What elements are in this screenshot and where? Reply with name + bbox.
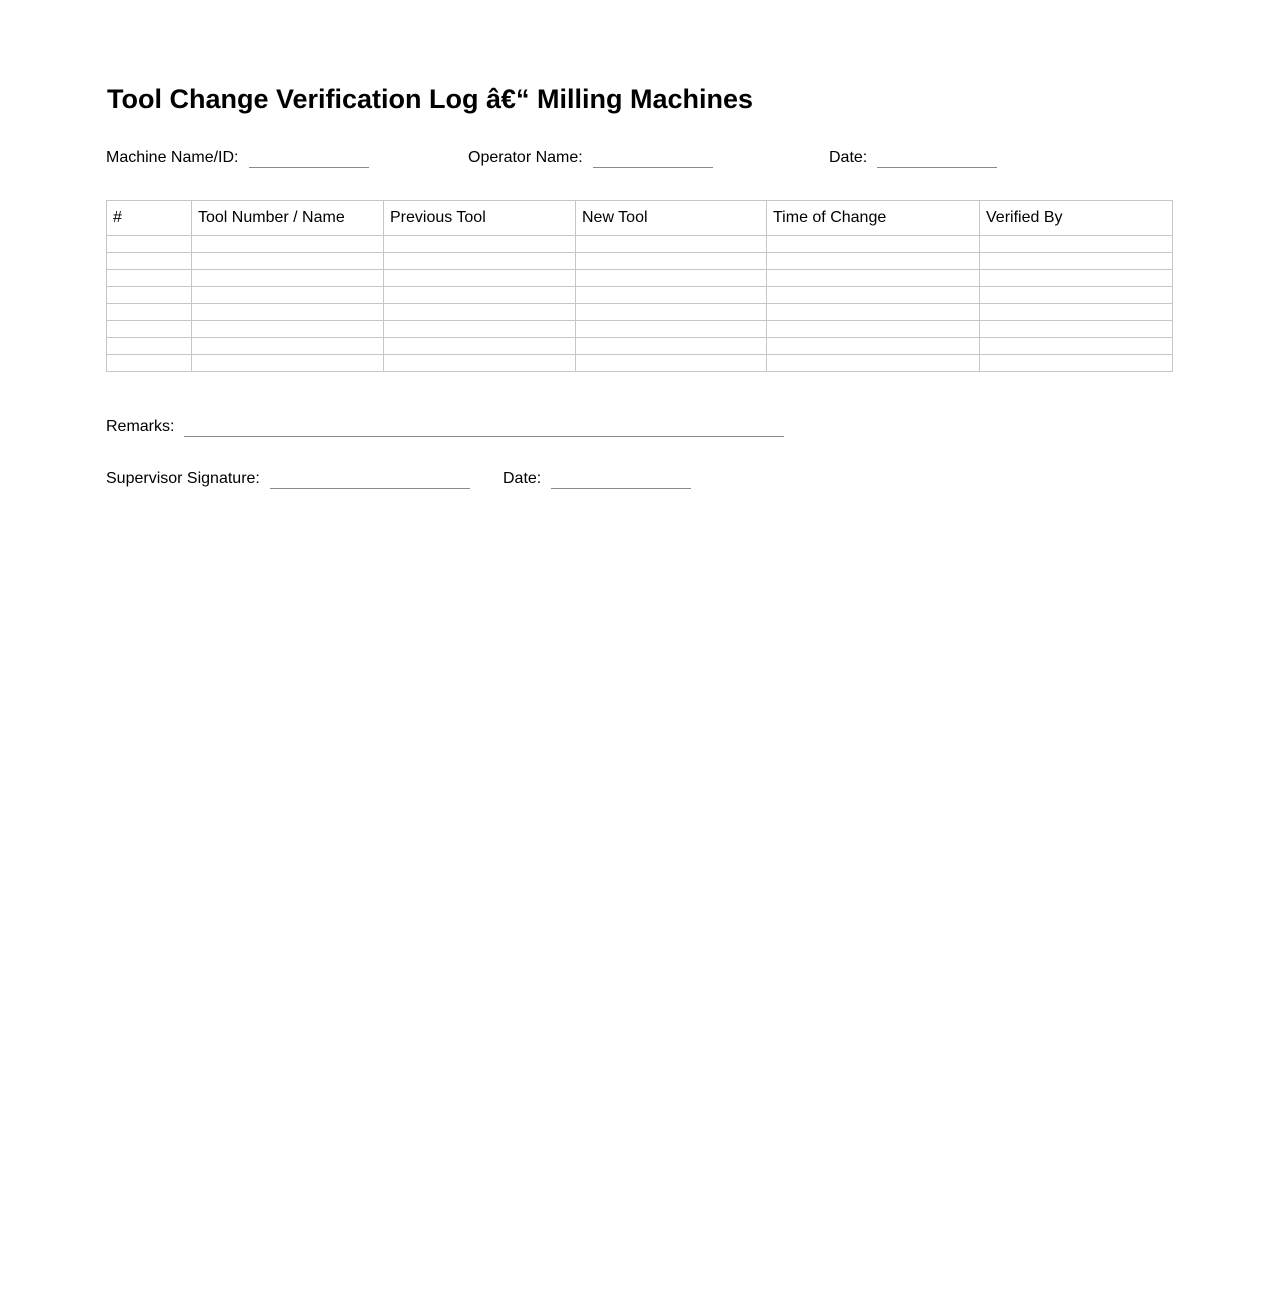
table-cell[interactable]: [192, 253, 384, 270]
operator-name-input[interactable]: [593, 149, 713, 168]
supervisor-signature-input[interactable]: [270, 470, 470, 489]
table-cell[interactable]: [107, 304, 192, 321]
table-cell[interactable]: [576, 287, 767, 304]
operator-field: [468, 149, 713, 168]
table-cell[interactable]: [576, 321, 767, 338]
column-header-verified-by: Verified By: [980, 201, 1173, 236]
date-input[interactable]: [877, 149, 997, 168]
table-cell[interactable]: [384, 270, 576, 287]
table-header-row: [107, 201, 1173, 236]
table-cell[interactable]: [384, 355, 576, 372]
table-cell[interactable]: [107, 287, 192, 304]
column-header-number: #: [107, 201, 192, 236]
table-cell[interactable]: [767, 287, 980, 304]
header-fields: [106, 149, 1172, 169]
signoff-date-field: [503, 470, 691, 489]
table-row: [107, 236, 1173, 253]
table-cell[interactable]: [767, 270, 980, 287]
table-cell[interactable]: [767, 236, 980, 253]
remarks-label: Remarks:: [106, 418, 175, 435]
date-field: [829, 149, 997, 168]
table-cell[interactable]: [980, 253, 1173, 270]
tool-change-table: [106, 200, 1173, 372]
table-cell[interactable]: [107, 355, 192, 372]
signoff-date-input[interactable]: [551, 470, 691, 489]
date-label: Date:: [829, 149, 868, 166]
table-row: [107, 270, 1173, 287]
table-cell[interactable]: [767, 321, 980, 338]
table-row: [107, 338, 1173, 355]
signoff-fields: [106, 470, 806, 490]
column-header-tool-number-name: Tool Number / Name: [192, 201, 384, 236]
table-cell[interactable]: [384, 236, 576, 253]
table-row: [107, 304, 1173, 321]
table-cell[interactable]: [980, 321, 1173, 338]
table-cell[interactable]: [107, 270, 192, 287]
machine-field: [106, 149, 369, 168]
table-cell[interactable]: [192, 321, 384, 338]
table-cell[interactable]: [384, 253, 576, 270]
remarks-field: [106, 418, 784, 437]
table-cell[interactable]: [192, 338, 384, 355]
table-cell[interactable]: [107, 321, 192, 338]
supervisor-signature-field: [106, 470, 470, 489]
table-row: [107, 287, 1173, 304]
table-cell[interactable]: [576, 355, 767, 372]
supervisor-signature-label: Supervisor Signature:: [106, 470, 260, 487]
table-cell[interactable]: [576, 338, 767, 355]
remarks-input[interactable]: [184, 418, 784, 437]
machine-name-input[interactable]: [249, 149, 369, 168]
table-row: [107, 253, 1173, 270]
table-cell[interactable]: [107, 236, 192, 253]
operator-label: Operator Name:: [468, 149, 583, 166]
table-cell[interactable]: [980, 236, 1173, 253]
page-title: Tool Change Verification Log â€“ Milling Machines: [107, 84, 754, 114]
table-cell[interactable]: [980, 270, 1173, 287]
table-cell[interactable]: [192, 287, 384, 304]
table-cell[interactable]: [980, 338, 1173, 355]
table-cell[interactable]: [107, 253, 192, 270]
table-cell[interactable]: [576, 304, 767, 321]
table-row: [107, 321, 1173, 338]
table-cell[interactable]: [980, 304, 1173, 321]
table-cell[interactable]: [384, 304, 576, 321]
table-cell[interactable]: [384, 338, 576, 355]
table-cell[interactable]: [192, 355, 384, 372]
table-cell[interactable]: [192, 304, 384, 321]
table-cell[interactable]: [980, 287, 1173, 304]
table-cell[interactable]: [192, 236, 384, 253]
column-header-previous-tool: Previous Tool: [384, 201, 576, 236]
table-cell[interactable]: [576, 253, 767, 270]
table-cell[interactable]: [767, 304, 980, 321]
table-cell[interactable]: [767, 355, 980, 372]
table-row: [107, 355, 1173, 372]
column-header-new-tool: New Tool: [576, 201, 767, 236]
machine-label: Machine Name/ID:: [106, 149, 239, 166]
table-cell[interactable]: [576, 236, 767, 253]
table-cell[interactable]: [384, 321, 576, 338]
table-cell[interactable]: [384, 287, 576, 304]
column-header-time-of-change: Time of Change: [767, 201, 980, 236]
table-cell[interactable]: [107, 338, 192, 355]
table-cell[interactable]: [767, 253, 980, 270]
table-cell[interactable]: [767, 338, 980, 355]
signoff-date-label: Date:: [503, 470, 542, 487]
table-cell[interactable]: [980, 355, 1173, 372]
table-cell[interactable]: [576, 270, 767, 287]
table-cell[interactable]: [192, 270, 384, 287]
